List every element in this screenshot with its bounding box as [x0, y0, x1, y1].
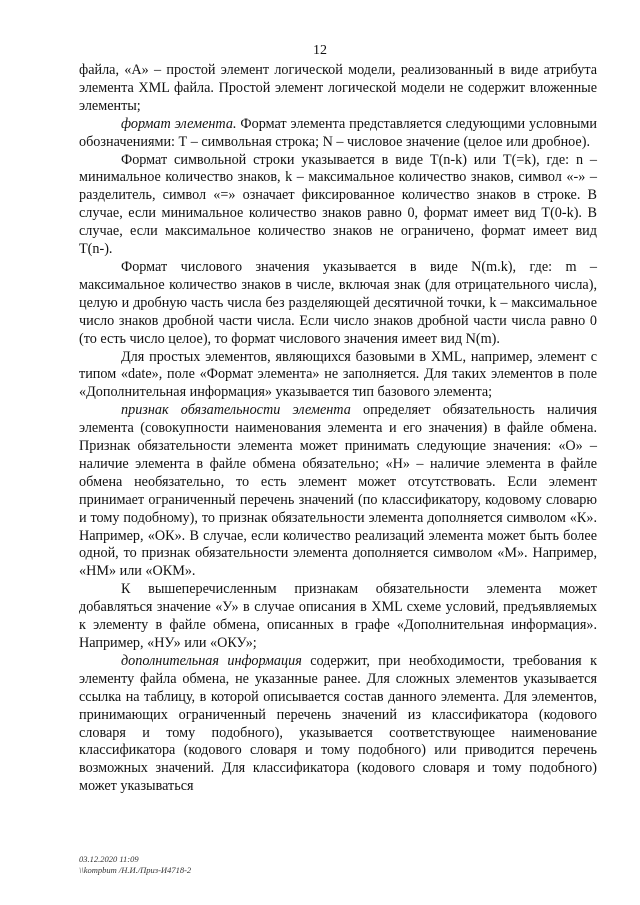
paragraph	[79, 402, 597, 581]
body-text	[79, 62, 597, 796]
page-number: 12	[313, 43, 327, 58]
paragraph	[79, 581, 597, 653]
paragraph-text: К вышеперечисленным признакам обязательности элемента может добавляться значение «У» в случае описания в XML схеме условий, предъявляемых к элементу в файле обмена, описанных в графе «Дополнительная информация». Например, «НУ» или «ОКУ»;	[79, 581, 597, 651]
paragraph-text: Формат символьной строки указывается в виде Т(n-k) или Т(=k), где: n – минимальное количество знаков, k – максимальное количество знаков, символ «-» – разделитель, символ «=» означает фиксированное количество знаков в строке. В случае, если минимальное количество знаков равно 0, формат имеет вид Т(0-k). В случае, если максимальное количество знаков не ограничено, формат имеет вид Т(n-).	[79, 151, 597, 258]
paragraph-text: Для простых элементов, являющихся базовыми в XML, например, элемент с типом «date», поле «Формат элемента» не заполняется. Для таких элементов в поле «Дополнительная информация» указывается тип базового элемента;	[79, 348, 597, 401]
paragraph	[79, 152, 597, 259]
paragraph-text: Формат элемента представляется следующими условными обозначениями: Т – символьная строка; N – числовое значение (целое или дробное).	[79, 115, 597, 150]
paragraph-text: определяет обязательность наличия элемента (совокупности наименования элемента и его значения) в файле обмена. Признак обязательности элемента может принимать следующие значения: «О» – наличие элемента в файле обмена обязательно; «Н» – наличие элемента в файле обмена необязательно, то есть элемент может отсутствовать. Если элемент принимает ограниченный перечень значений (по классификатору, кодовому словарю и тому подобному), то признак обязательности элемента дополняется символом «К». Например, «ОК». В случае, если количество реализаций элемента может быть более одной, то признак обязательности элемента дополняется символом «М». Например, «НМ» или «ОКМ».	[79, 402, 597, 580]
paragraph	[79, 349, 597, 403]
footer	[79, 854, 191, 875]
paragraph	[79, 653, 597, 796]
paragraph-text: содержит, при необходимости, требования к элементу файла обмена, не указанные ранее. Для сложных элементов указывается ссылка на таблицу, в которой описывается состав данного элемента. Для элементов, принимающих ограниченный перечень значений из классификатора (кодового словаря и тому подобного), указывается соответствующее наименование классификатора (кодового словаря и тому подобного) или приводится перечень возможных значений. Для классификатора (кодового словаря и тому подобного) может указываться	[79, 652, 597, 795]
paragraph	[79, 259, 597, 349]
paragraph	[79, 62, 597, 116]
term-obligation: признак обязательности элемента	[121, 402, 351, 419]
paragraph-text: Формат числового значения указывается в виде N(m.k), где: m – максимальное количество знаков в числе, включая знак (для отрицательного числа), целую и дробную часть числа без разделяющей десятичной точки, k – максимальное число знаков дробной части числа. Если число знаков дробной части числа равно 0 (то есть число целое), то формат числового значения имеет вид N(m).	[79, 258, 597, 347]
term-format-element: формат элемента.	[121, 115, 237, 132]
paragraph-text: файла, «А» – простой элемент логической модели, реализованный в виде атрибута элемента XML файла. Простой элемент логической модели не содержит вложенные элементы;	[79, 62, 597, 114]
term-additional-info: дополнительная информация	[121, 652, 302, 669]
footer-path: \\kompbum /Н.И./Приз-И4718-2	[79, 864, 192, 875]
paragraph	[79, 116, 597, 152]
footer-timestamp: 03.12.2020 11:09	[79, 854, 139, 864]
